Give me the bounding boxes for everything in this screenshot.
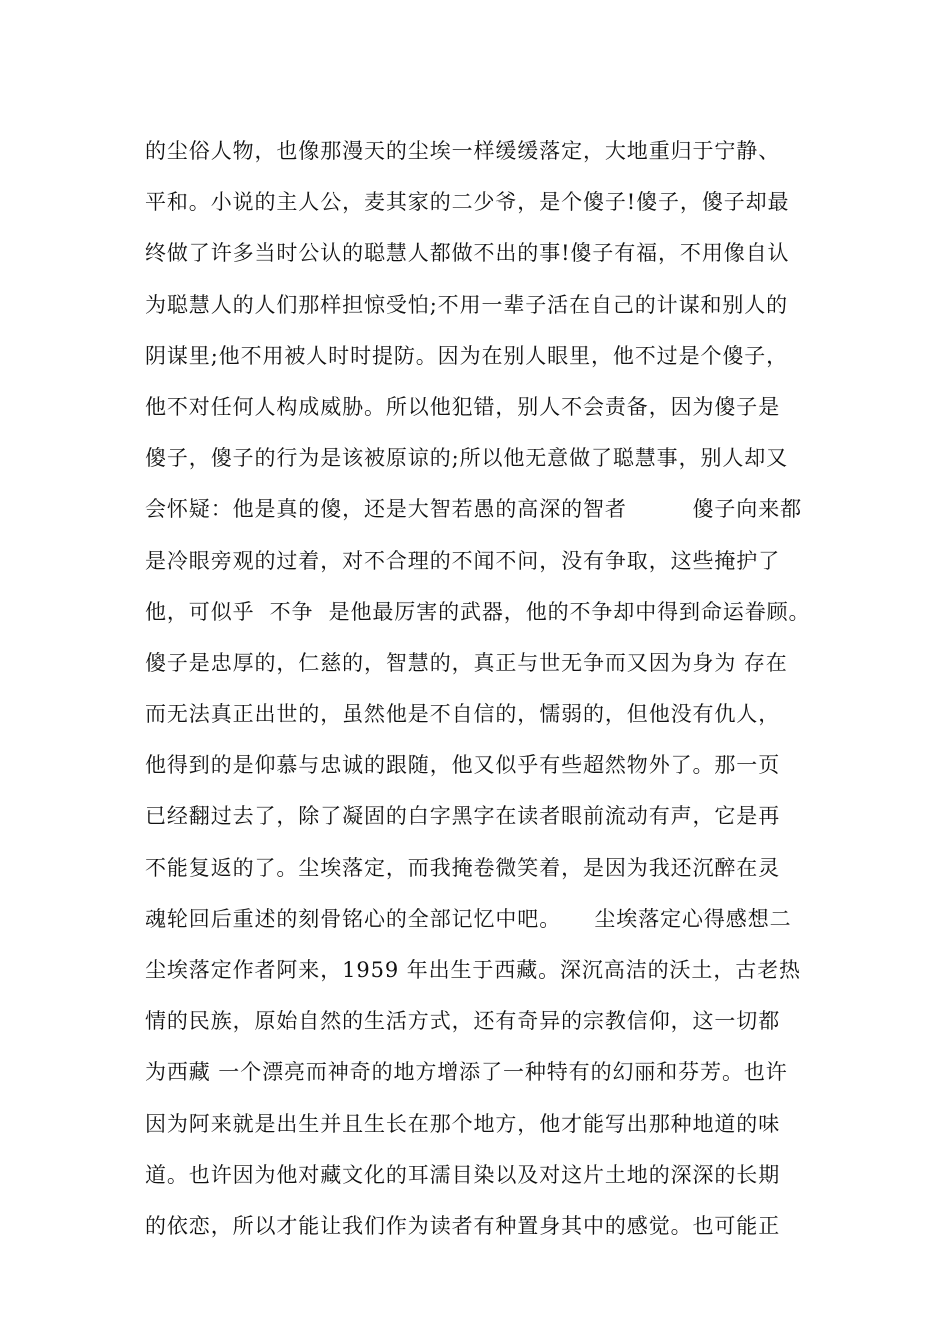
text-line: 阴谋里;他不用被人时时提防。因为在别人眼里，他不过是个傻子， [145, 343, 789, 368]
text-line: 为西藏 一个漂亮而神奇的地方增添了一种特有的幻丽和芬芳。也许 [145, 1060, 788, 1085]
text-line: 平和。小说的主人公，麦其家的二少爷，是个傻子!傻子，傻子却最 [145, 190, 790, 215]
text-line: 为聪慧人的人们那样担惊受怕;不用一辈子活在自己的计谋和别人的 [145, 292, 789, 317]
body-text [145, 128, 845, 1254]
text-line: 傻子，傻子的行为是该被原谅的;所以他无意做了聪慧事，别人却又 [145, 446, 789, 471]
text-line: 他得到的是仰慕与忠诚的跟随，他又似乎有些超然物外了。那一页 [145, 753, 781, 778]
text-line: 终做了许多当时公认的聪慧人都做不出的事!傻子有福，不用像自认 [145, 241, 790, 266]
text-line: 是冷眼旁观的过着，对不合理的不闻不问，没有争取，这些掩护了 [145, 548, 781, 573]
text-line: 魂轮回后重述的刻骨铭心的全部记忆中吧。 尘埃落定心得感想二 [145, 906, 792, 931]
text-line: 的尘俗人物，也像那漫天的尘埃一样缓缓落定，大地重归于宁静、 [145, 139, 781, 163]
text-line: 尘埃落定作者阿来，1959 年出生于西藏。深沉高洁的沃土，古老热 [145, 958, 801, 982]
text-line: 他不对任何人构成威胁。所以他犯错，别人不会责备，因为傻子是 [145, 394, 781, 419]
text-line: 不能复返的了。尘埃落定，而我掩卷微笑着，是因为我还沉醉在灵 [145, 855, 781, 880]
text-line: 情的民族，原始自然的生活方式，还有奇异的宗教信仰，这一切都 [145, 1009, 781, 1034]
text-line: 而无法真正出世的，虽然他是不自信的，懦弱的，但他没有仇人， [145, 702, 781, 727]
text-line: 道。也许因为他对藏文化的耳濡目染以及对这片土地的深深的长期 [145, 1162, 781, 1187]
text-line: 他，可似乎 不争 是他最厉害的武器，他的不争却中得到命运眷顾。 [145, 599, 811, 624]
text-line: 的依恋，所以才能让我们作为读者有种置身其中的感觉。也可能正 [145, 1213, 781, 1238]
text-line: 因为阿来就是出生并且生长在那个地方，他才能写出那种地道的味 [145, 1111, 781, 1136]
text-line: 傻子是忠厚的，仁慈的，智慧的，真正与世无争而又因为身为 存在 [145, 650, 788, 675]
text-line: 会怀疑：他是真的傻，还是大智若愚的高深的智者 傻子向来都 [145, 497, 802, 522]
text-line: 已经翻过去了，除了凝固的白字黑字在读者眼前流动有声，它是再 [145, 804, 781, 829]
